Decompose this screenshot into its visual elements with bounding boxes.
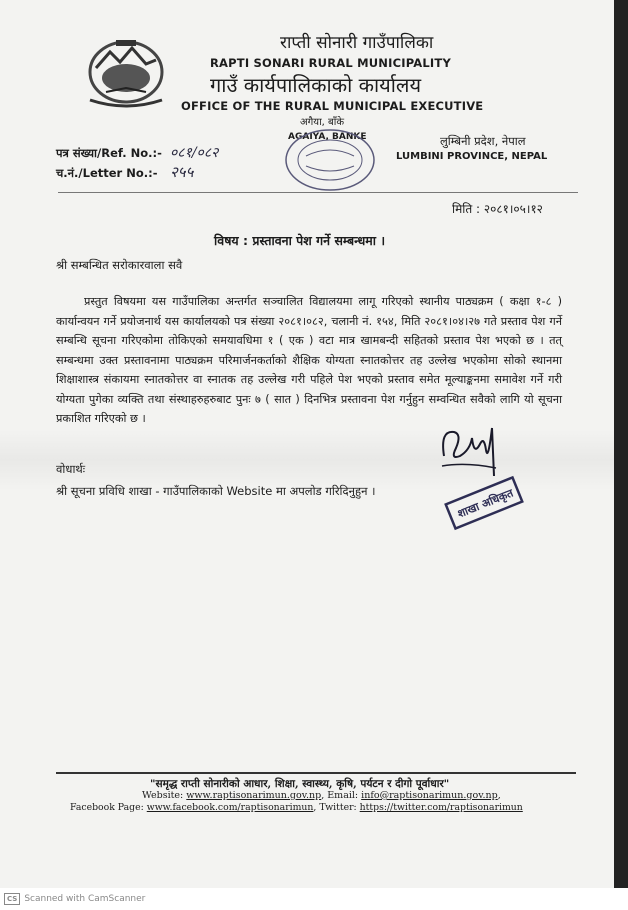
body-paragraph: प्रस्तुत विषयमा यस गाउँपालिका अन्तर्गत सञ्चालित विद्यालयमा लागू गरिएको स्थानीय पाठ्यक्रम ( कक्षा १-८ ) कार्यान्वयन गर्ने प्रयोजनार्थ यस कार्यालयको पत्र संख्या २०८१।०८२, चलानी नं. १५४, मिति २०८१।०४।२७ गते प्रस्ताव पेश गर्ने सम्बन्धि सूचना गरिएकोमा तोकिएको समयावधिमा १ ( एक ) वटा मात्र खामबन्दी सहितको प्रस्ताव पेश भएको छ । तत् सम्बन्धमा उक्त प्रस्तावनामा पाठ्यक्रम परिमार्जनकर्ताको शैक्षिक योग्यता स्नातकोत्तर तह उल्लेख भएकोमा सोको स्थानमा शिक्षाशास्त्र संकायमा स्नातकोत्तर वा स्नातक तह उल्लेख गरी पहिले पेश भएको प्रस्ताव समेत मूल्याङ्कनमा समावेश गर्ने गरी योग्यता पुगेका व्यक्ति तथा संस्थाहरुहरुबाट पुनः ७ ( सात ) दिनभित्र प्रस्तावना पेश गर्नुहुन सम्वन्धित सवैको लागि यो सूचना प्रकाशित गरिएको छ । [56,295,562,425]
twitter-label: Twitter: [319,802,357,813]
province-nepali: लुम्बिनी प्रदेश, नेपाल [440,134,526,148]
place-nepali: अगैया, बाँके [300,117,344,128]
province-english: LUMBINI PROVINCE, NEPAL [396,151,548,162]
letter-number-value: २५५ [170,163,194,181]
letter-addressee: श्री सम्बन्धित सरोकारवाला सवै [56,258,183,272]
footer-divider [56,772,576,774]
office-name-english: OFFICE OF THE RURAL MUNICIPAL EXECUTIVE [181,99,484,113]
scan-border [614,0,628,888]
footer-motto: "समृद्ध राप्ती सोनारीको आधार, शिक्षा, स्वास्थ्य, कृषि, पर्यटन र दीगो पूर्वाधार" [150,778,450,790]
officer-stamp-text: शाखा अधिकृत [455,486,516,521]
letter-subject: विषय : प्रस्तावना पेश गर्ने सम्बन्धमा । [214,233,386,248]
nepal-emblem-icon [76,30,176,112]
ref-number-value: ०८१/०८२ [170,145,219,161]
facebook-link[interactable]: www.facebook.com/raptisonarimun [146,802,314,813]
footer-social: Facebook Page: www.facebook.com/raptisonarimun, Twitter: https://twitter.com/raptisonarimun [70,802,523,813]
facebook-label: Facebook Page: [70,802,144,813]
email-link[interactable]: info@raptisonarimun.gov.np [361,790,498,801]
municipality-name-english: RAPTI SONARI RURAL MUNICIPALITY [210,56,451,70]
header-divider [58,192,578,193]
cc-label: वोधार्थः [56,462,86,476]
office-name-nepali: गाउँ कार्यपालिकाको कार्यालय [210,73,422,97]
website-label: Website: [142,790,184,801]
municipality-name-nepali: राप्ती सोनारी गाउँपालिका [280,33,434,53]
letter-number-label: च.नं./Letter No.:- [56,166,158,180]
scanner-text: Scanned with CamScanner [24,894,146,904]
letter-date: मिति : २०८१।०५।१२ [452,202,543,216]
cc-line: श्री सूचना प्रविधि शाखा - गाउँपालिकाको Website मा अपलोड गरिदिनुहुन । [56,484,376,498]
ref-number-label: पत्र संख्या/Ref. No.:- [56,146,162,160]
letter-body [56,292,562,429]
office-seal-icon [280,122,380,194]
scanner-watermark [4,893,145,905]
officer-stamp [440,474,528,532]
footer-contacts: Website: www.raptisonarimun.gov.np, Email: info@raptisonarimun.gov.np, [142,790,501,801]
website-link[interactable]: www.raptisonarimun.gov.np [186,790,322,801]
email-label: Email: [327,790,359,801]
twitter-link[interactable]: https://twitter.com/raptisonarimun [359,802,523,813]
camscanner-logo-icon: CS [4,893,20,905]
place-english: AGAIYA, BANKE [288,132,367,142]
